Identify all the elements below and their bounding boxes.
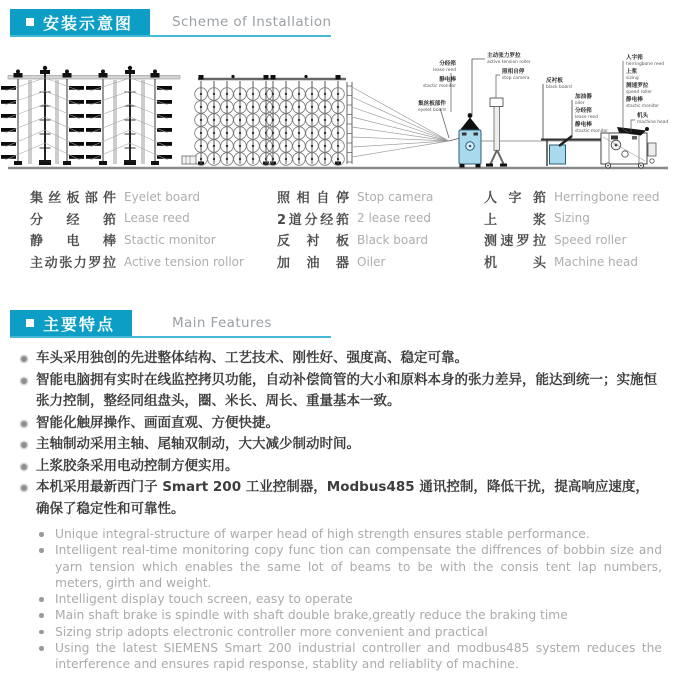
glossary-term-en: Oiler — [357, 254, 386, 269]
oiler-bucket — [550, 145, 566, 164]
glossary-term-en: Stactic monitor — [124, 232, 216, 247]
glossary-row — [277, 229, 433, 251]
feature-item-en: Intelligent real-time monitoring copy func tion can compensate the diffrences of bobbin size and yarn tension which enables the same lot of beams to be with the consis tent lap numbers, meters, girth and weight. — [0, 542, 668, 591]
glossary-term-cn: 照相自停 — [277, 191, 349, 207]
callout-herringbone-reed-en: herringbone reed — [626, 62, 665, 67]
title-square-icon — [26, 319, 34, 327]
rack-generated — [195, 75, 346, 165]
glossary-term-en: Machine head — [554, 254, 639, 269]
features-underline — [10, 336, 331, 338]
control-box — [182, 156, 196, 164]
yarn-line — [449, 138, 460, 141]
glossary-term-cn: 静电棒 — [30, 234, 116, 250]
features-title-box — [10, 310, 132, 336]
features-list-cn — [0, 348, 668, 520]
callout-eyelet-board-cn: 集丝板部件 — [418, 101, 446, 107]
glossary-column-2 — [277, 186, 433, 272]
glossary-term-en: Black board — [357, 232, 428, 247]
feature-item-en: Unique integral-structure of warper head of high strength ensures stable performance. — [0, 526, 668, 542]
callout-static-monitor-1-en: stactic monitor — [422, 84, 456, 89]
feature-item-cn: 智能化触屏操作、画面直观、方便快捷。 — [0, 413, 668, 435]
callout-lease-reed-1-cn: 分经筘 — [439, 61, 456, 67]
machine-head-drawing — [601, 127, 656, 168]
stop-camera-pole — [486, 98, 507, 167]
feature-item-cn: 车头采用独创的先进整体结构、工艺技术、刚性好、强度高、稳定可靠。 — [0, 348, 668, 370]
feature-item-en: Main shaft brake is spindle with shaft double brake,greatly reduce the braking time — [0, 607, 668, 623]
glossary-term-cn: 反衬板 — [277, 234, 349, 250]
glossary-term-cn: 测速罗拉 — [484, 234, 546, 250]
installation-title-cn: 安装示意图 — [43, 13, 134, 33]
glossary-term-en: Speed roller — [554, 232, 627, 247]
glossary-term-en: 2 lease reed — [357, 211, 432, 226]
glossary-row — [30, 186, 244, 208]
glossary-row — [484, 208, 659, 230]
callout-sizing-cn: 上浆 — [626, 69, 638, 75]
callout-static-monitor-1-cn: 静电棒 — [439, 77, 456, 83]
feature-item-en: Sizing strip adopts electronic controller more convenient and practical — [0, 624, 668, 640]
installation-header — [10, 9, 665, 37]
callout-sizing-en: sizing — [626, 76, 639, 81]
feature-item-cn: 主轴制动采用主轴、尾轴双制动，大大减少制动时间。 — [0, 434, 668, 456]
callout-lease-reed-2-cn: 分经筘 — [575, 108, 592, 114]
callout-active-tension-roller-en: active tension roller — [487, 60, 531, 65]
callout-machine-head-cn: 机头 — [637, 113, 649, 119]
callout-static-monitor-3-cn: 静电棒 — [626, 97, 643, 103]
glossary-row — [277, 186, 433, 208]
features-title-cn: 主要特点 — [43, 314, 116, 334]
glossary-row — [484, 186, 659, 208]
feature-item-cn: 本机采用最新西门子 Smart 200 工业控制器，Modbus485 通讯控制，降低干扰，提高响应速度，确保了稳定性和可靠性。 — [0, 477, 668, 520]
glossary-term-cn: 2道分经筘 — [277, 212, 349, 228]
features-list-en — [0, 526, 668, 673]
feature-item-en: Using the latest SIEMENS Smart 200 industrial controller and modbus485 system reduces the interference and ensures rapid response, stablity and reliablity of machine. — [0, 640, 668, 673]
glossary-term-cn: 加油器 — [277, 256, 349, 272]
installation-title-box — [10, 9, 150, 35]
feature-item-en: Intelligent display touch screen, easy to operate — [0, 591, 668, 607]
glossary-term-en: Active tension rollor — [124, 254, 244, 269]
feature-item-cn: 上浆胶条采用电动控制方便实用。 — [0, 456, 668, 478]
features-title-en: Main Features — [172, 315, 272, 331]
callout-static-monitor-2-cn: 静电棒 — [575, 122, 592, 128]
glossary-term-cn: 分经筘 — [30, 212, 116, 228]
glossary-row — [30, 229, 244, 251]
glossary-row — [277, 208, 433, 230]
glossary-row — [30, 208, 244, 230]
callout-eyelet-board-en: eyelet board — [418, 108, 446, 113]
glossary-term-en: Sizing — [554, 211, 590, 226]
feature-item-cn: 智能电脑拥有实时在线监控拷贝功能，自动补偿筒管的大小和原料本身的张力差异，能达到统一；实施恒张力控制，整经同组盘头，圈、米长、周长、重量基本一致。 — [0, 370, 668, 413]
callout-lease-reed-1-en: lease reed — [433, 68, 456, 73]
callout-black-board-en: black board — [546, 85, 572, 90]
yarn-fan-generated — [347, 82, 449, 164]
callout-oiler-en: oiler — [575, 101, 585, 106]
glossary-term-en: Stop camera — [357, 189, 434, 204]
callout-machine-head-en: machine head — [637, 120, 669, 125]
glossary-row — [277, 251, 433, 273]
glossary-term-cn: 集丝板部件 — [30, 191, 116, 207]
callout-stop-camera-en: stop camera — [502, 76, 530, 81]
glossary-column-3 — [484, 186, 659, 272]
callout-oiler-cn: 加油器 — [575, 94, 592, 100]
callout-speed-roller-cn: 测速罗拉 — [626, 83, 649, 89]
creel-generated — [1, 66, 180, 165]
callout-static-monitor-2-en: stactic monitor — [575, 129, 609, 134]
glossary-term-en: Lease reed — [124, 211, 190, 226]
title-square-icon — [26, 18, 34, 26]
callout-stop-camera-cn: 照相自停 — [502, 69, 525, 75]
glossary-term-en: Herringbone reed — [554, 189, 660, 204]
features-header — [10, 310, 665, 338]
installation-title-en: Scheme of Installation — [172, 14, 332, 30]
installation-diagram — [0, 42, 673, 182]
installation-underline — [10, 35, 331, 37]
glossary-row — [484, 251, 659, 273]
callout-black-board-cn: 反衬板 — [546, 78, 563, 84]
glossary-term-cn: 主动张力罗拉 — [30, 256, 116, 272]
callout-active-tension-roller-cn: 主动张力罗拉 — [487, 53, 521, 59]
glossary-column-1 — [30, 186, 244, 272]
glossary-term-cn: 上浆 — [484, 212, 546, 228]
glossary — [0, 186, 673, 276]
callout-speed-roller-en: speed roller — [626, 90, 653, 95]
tension-roller-machine — [459, 113, 481, 167]
glossary-term-cn: 人字筘 — [484, 191, 546, 207]
glossary-term-en: Eyelet board — [124, 189, 200, 204]
callout-static-monitor-3-en: stactic monitor — [626, 104, 660, 109]
glossary-row — [30, 251, 244, 273]
glossary-term-cn: 机头 — [484, 256, 546, 272]
glossary-row — [484, 229, 659, 251]
callout-herringbone-reed-cn: 人字筘 — [626, 55, 643, 61]
callout-lease-reed-2-en: lease reed — [575, 115, 598, 120]
